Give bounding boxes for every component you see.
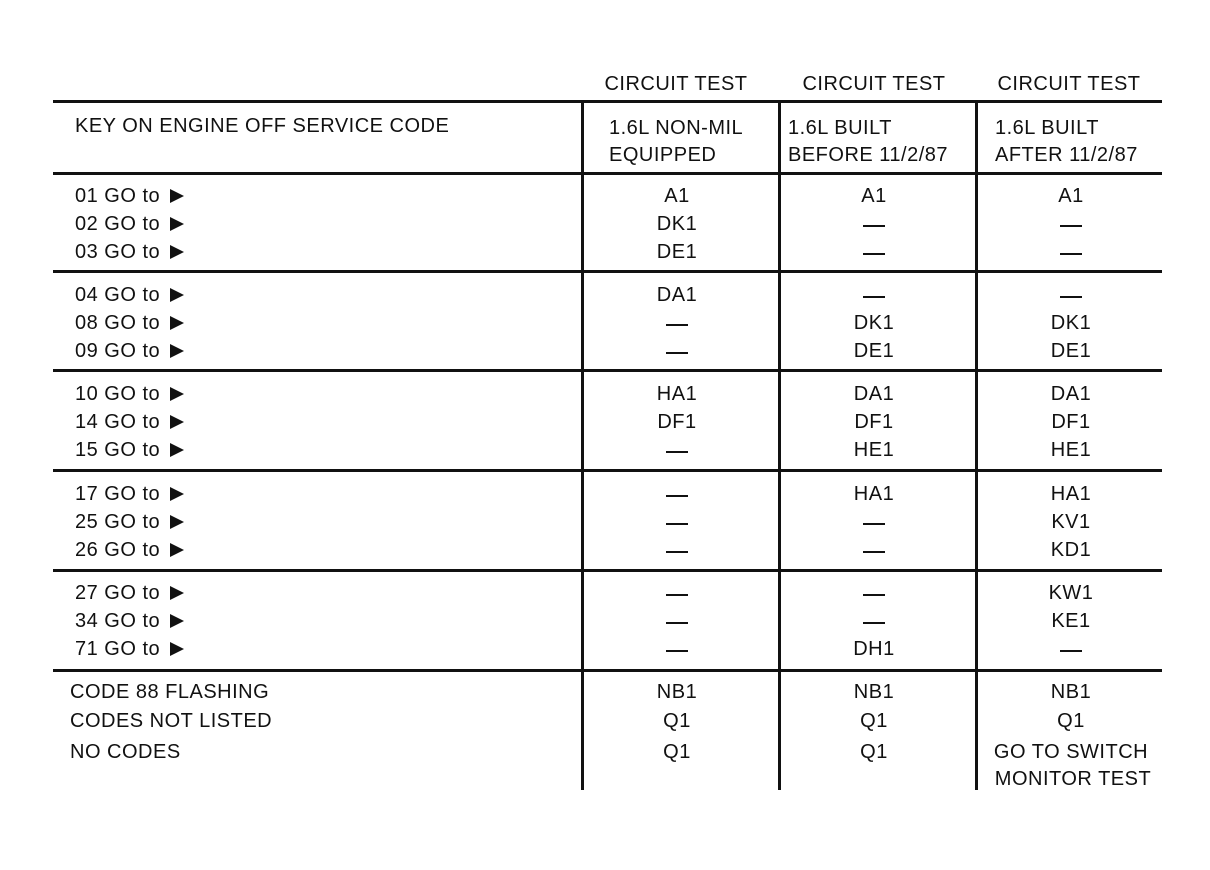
circuit-test-value: A1: [664, 185, 690, 207]
circuit-test-value: DK1: [656, 213, 698, 235]
circuit-test-value: DE1: [1050, 340, 1092, 362]
service-code-label: 26 GO to: [75, 536, 184, 564]
group-separator-rule: [53, 669, 1162, 672]
service-code-label: 71 GO to: [75, 635, 184, 663]
dash-marker: [666, 523, 688, 525]
circuit-test-value: DK1: [1050, 312, 1092, 334]
switch-monitor-line: GO TO SWITCH: [993, 741, 1149, 763]
column-subtitle: 1.6L BUILT: [995, 117, 1099, 139]
dash-marker: [863, 551, 885, 553]
service-code-label: 09 GO to: [75, 337, 184, 365]
circuit-test-value: HA1: [1050, 483, 1092, 505]
dash-marker: [863, 296, 885, 298]
circuit-test-value: DA1: [656, 284, 698, 306]
service-code-label: 08 GO to: [75, 309, 184, 337]
group-separator-rule: [53, 270, 1162, 273]
service-code-label: 25 GO to: [75, 508, 184, 536]
group-separator-rule: [53, 469, 1162, 472]
circuit-test-value: KE1: [1051, 610, 1091, 632]
dash-marker: [1060, 296, 1082, 298]
circuit-test-value: KW1: [1048, 582, 1094, 604]
service-code-label: 15 GO to: [75, 436, 184, 464]
circuit-test-value: Q1: [663, 710, 691, 732]
dash-marker: [863, 523, 885, 525]
dash-marker: [666, 622, 688, 624]
circuit-test-value: Q1: [663, 741, 691, 763]
circuit-test-value: NB1: [853, 681, 895, 703]
service-code-label: 10 GO to: [75, 380, 184, 408]
circuit-test-value: NB1: [656, 681, 698, 703]
circuit-test-value: DA1: [1050, 383, 1092, 405]
circuit-test-value: DK1: [853, 312, 895, 334]
go-to-arrow-icon: [170, 387, 184, 401]
switch-monitor-line: MONITOR TEST: [994, 768, 1152, 790]
go-to-arrow-icon: [170, 614, 184, 628]
circuit-test-value: HE1: [853, 439, 895, 461]
go-to-arrow-icon: [170, 642, 184, 656]
go-to-arrow-icon: [170, 586, 184, 600]
go-to-arrow-icon: [170, 245, 184, 259]
column-title: CIRCUIT TEST: [997, 73, 1141, 95]
dash-marker: [666, 594, 688, 596]
column-subtitle: AFTER 11/2/87: [995, 144, 1138, 166]
go-to-arrow-icon: [170, 443, 184, 457]
column-subtitle: EQUIPPED: [609, 144, 717, 166]
go-to-arrow-icon: [170, 515, 184, 529]
go-to-arrow-icon: [170, 316, 184, 330]
dash-marker: [666, 352, 688, 354]
column-subtitle: BEFORE 11/2/87: [788, 144, 949, 166]
dash-marker: [666, 551, 688, 553]
service-code-label: 17 GO to: [75, 480, 184, 508]
service-code-label: 03 GO to: [75, 238, 184, 266]
service-code-label: 01 GO to: [75, 182, 184, 210]
go-to-arrow-icon: [170, 288, 184, 302]
dash-marker: [666, 650, 688, 652]
column-subtitle: 1.6L NON-MIL: [609, 117, 744, 139]
circuit-test-value: DF1: [854, 411, 894, 433]
column-title: CIRCUIT TEST: [802, 73, 946, 95]
column-title: CIRCUIT TEST: [604, 73, 748, 95]
go-to-arrow-icon: [170, 217, 184, 231]
group-separator-rule: [53, 369, 1162, 372]
go-to-arrow-icon: [170, 543, 184, 557]
circuit-test-value: DF1: [1051, 411, 1091, 433]
go-to-arrow-icon: [170, 487, 184, 501]
circuit-test-value: Q1: [860, 741, 888, 763]
circuit-test-value: HE1: [1050, 439, 1092, 461]
service-code-label: 27 GO to: [75, 579, 184, 607]
dash-marker: [863, 225, 885, 227]
circuit-test-value: KD1: [1050, 539, 1092, 561]
circuit-test-value: DH1: [853, 638, 895, 660]
circuit-test-value: DE1: [656, 241, 698, 263]
footer-row-label: NO CODES: [70, 741, 181, 763]
footer-row-label: CODE 88 FLASHING: [70, 681, 270, 703]
go-to-arrow-icon: [170, 415, 184, 429]
circuit-test-value: A1: [861, 185, 887, 207]
circuit-test-value: Q1: [1057, 710, 1085, 732]
circuit-test-value: NB1: [1050, 681, 1092, 703]
header-top-rule: [53, 100, 1162, 103]
circuit-test-value: HA1: [656, 383, 698, 405]
service-code-label: 02 GO to: [75, 210, 184, 238]
dash-marker: [863, 622, 885, 624]
circuit-test-value: DE1: [853, 340, 895, 362]
dash-marker: [666, 495, 688, 497]
dash-marker: [1060, 650, 1082, 652]
go-to-arrow-icon: [170, 189, 184, 203]
service-code-label: 04 GO to: [75, 281, 184, 309]
group-separator-rule: [53, 569, 1162, 572]
dash-marker: [1060, 253, 1082, 255]
go-to-arrow-icon: [170, 344, 184, 358]
dash-marker: [1060, 225, 1082, 227]
dash-marker: [666, 324, 688, 326]
column-subtitle: 1.6L BUILT: [788, 117, 892, 139]
circuit-test-value: DA1: [853, 383, 895, 405]
service-code-label: 34 GO to: [75, 607, 184, 635]
circuit-test-value: HA1: [853, 483, 895, 505]
circuit-test-value: Q1: [860, 710, 888, 732]
circuit-test-value: A1: [1058, 185, 1084, 207]
footer-row-label: CODES NOT LISTED: [70, 710, 273, 732]
circuit-test-value: DF1: [657, 411, 697, 433]
dash-marker: [863, 253, 885, 255]
dash-marker: [666, 451, 688, 453]
row-header-label: KEY ON ENGINE OFF SERVICE CODE: [75, 115, 450, 137]
circuit-test-value: KV1: [1051, 511, 1091, 533]
dash-marker: [863, 594, 885, 596]
service-code-label: 14 GO to: [75, 408, 184, 436]
header-bottom-rule: [53, 172, 1162, 175]
